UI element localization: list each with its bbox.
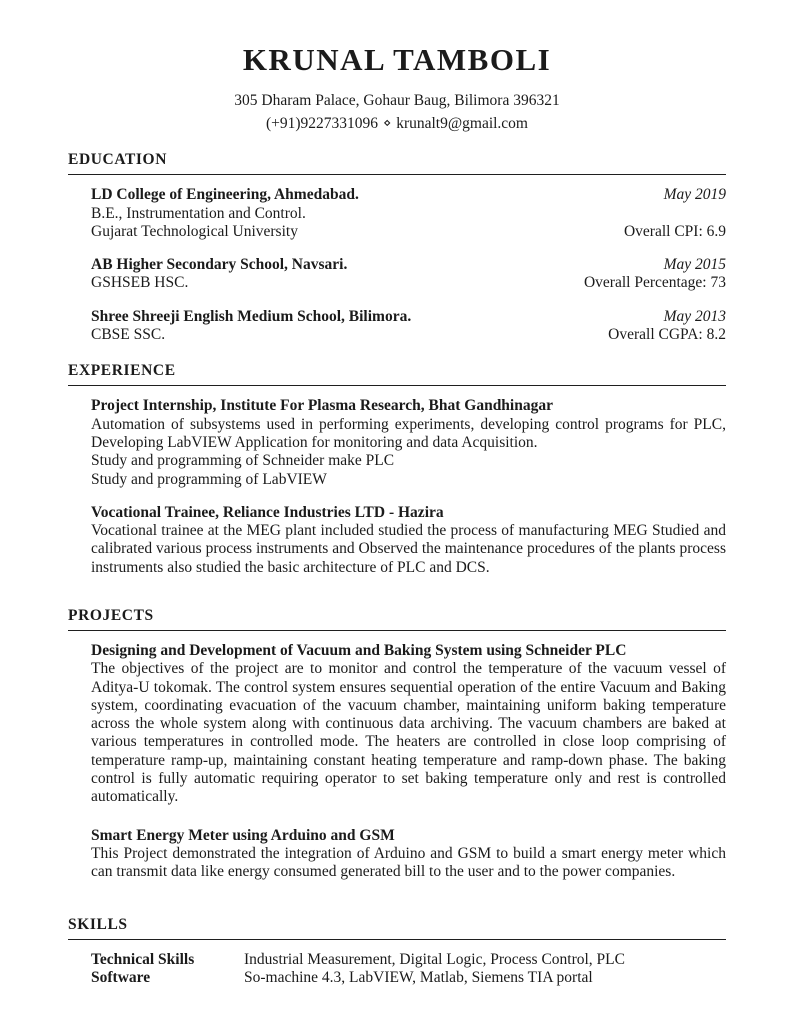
skill-list: Industrial Measurement, Digital Logic, Process Control, PLC [244,950,625,968]
job-description: Vocational trainee at the MEG plant included studied the process of manufacturing MEG Studied and calibrated various process instruments and Observed the maintenance procedures of the plants process instruments also studied the basic architecture of PLC and DCS. [91,522,726,576]
diamond-separator-icon: ⋄ [383,114,392,130]
experience-entry [91,504,726,577]
entry-detail-row [91,205,726,223]
degree-name: B.E., Instrumentation and Control. [91,204,306,222]
entry-head [91,186,726,204]
score-value: Overall CGPA: 8.2 [608,326,726,344]
resume-header [68,42,726,133]
section-education [68,151,726,344]
entry-head [91,827,726,845]
skills-row [91,951,726,969]
score-value: Overall Percentage: 73 [583,274,726,292]
skill-list: So-machine 4.3, LabVIEW, Matlab, Siemens TIA portal [244,968,593,986]
skills-heading: SKILLS [68,915,128,933]
experience-entry [91,397,726,488]
project-description: The objectives of the project are to monitor and control the temperature of the vacuum vessel of Aditya-U tokomak. The control system ensures sequential operation of the entire Vacuum and Baking system, coordinating evacuation of the vacuum chamber, maintaining uniform baking temperature across the whole system along with continuous data archiving. The vacuum chambers are baked at various temperatures in controlled mode. The heaters are controlled in close loop comprising of temperature ramp-up, maintaining constant heating temperature and ramp-down phase. The baking control is fully automatic requiring operator to set baking temperature only and rest is controlled automatically. [91,660,726,806]
projects-body [68,631,726,882]
entry-head [91,504,726,522]
project-entry [91,642,726,807]
job-bullet-line: Study and programming of Schneider make PLC [91,452,395,470]
project-title: Designing and Development of Vacuum and Baking System using Schneider PLC [91,641,627,659]
score-value: Overall CPI: 6.9 [623,222,726,240]
project-description: This Project demonstrated the integration of Arduino and GSM to build a smart energy meter which can transmit data like energy consumed generated bill to the user and to the power companies. [91,844,726,881]
skills-row [91,969,726,987]
entry-head [91,397,726,415]
experience-body [68,386,726,577]
education-entry [91,308,726,345]
job-title: Vocational Trainee, Reliance Industries LTD - Hazira [91,503,444,521]
email-address: krunalt9@gmail.com [396,114,528,132]
job-bullet-line: Study and programming of LabVIEW [91,470,327,488]
entry-detail-row [91,274,726,292]
contact-line [68,115,726,133]
phone-number: (+91)9227331096 [265,114,379,132]
project-entry [91,827,726,882]
section-experience [68,362,726,577]
entry-head [91,256,726,274]
job-title: Project Internship, Institute For Plasma Research, Bhat Gandhinagar [91,397,553,415]
entry-head [91,642,726,660]
candidate-name: KRUNAL TAMBOLI [242,42,552,77]
entry-head [91,308,726,326]
project-title: Smart Energy Meter using Arduino and GSM [91,826,395,844]
school-name: Shree Shreeji English Medium School, Bilimora. [91,307,412,325]
skill-category-label: Technical Skills [91,950,195,968]
section-projects [68,607,726,882]
board-name: GSHSEB HSC. [91,274,189,292]
board-name: CBSE SSC. [91,326,166,344]
entry-detail-row [91,326,726,344]
education-entry [91,256,726,293]
graduation-date: May 2013 [663,307,726,325]
school-name: AB Higher Secondary School, Navsari. [91,256,348,274]
graduation-date: May 2015 [663,256,726,274]
education-heading: EDUCATION [68,151,167,169]
experience-heading: EXPERIENCE [68,362,176,380]
skills-body [68,940,726,988]
skill-category-label: Software [91,968,151,986]
university-name: Gujarat Technological University [91,222,298,240]
job-description: Automation of subsystems used in performing experiments, developing control programs for PLC, Developing LabVIEW Application for monitoring and data Acquisition. [91,415,726,451]
education-body [68,175,726,344]
entry-detail-row [91,223,726,241]
address-line: 305 Dharam Palace, Gohaur Baug, Bilimora 396321 [234,91,560,109]
graduation-date: May 2019 [663,186,726,204]
education-entry [91,186,726,241]
projects-heading: PROJECTS [68,606,154,624]
school-name: LD College of Engineering, Ahmedabad. [91,186,359,204]
section-skills [68,916,726,988]
